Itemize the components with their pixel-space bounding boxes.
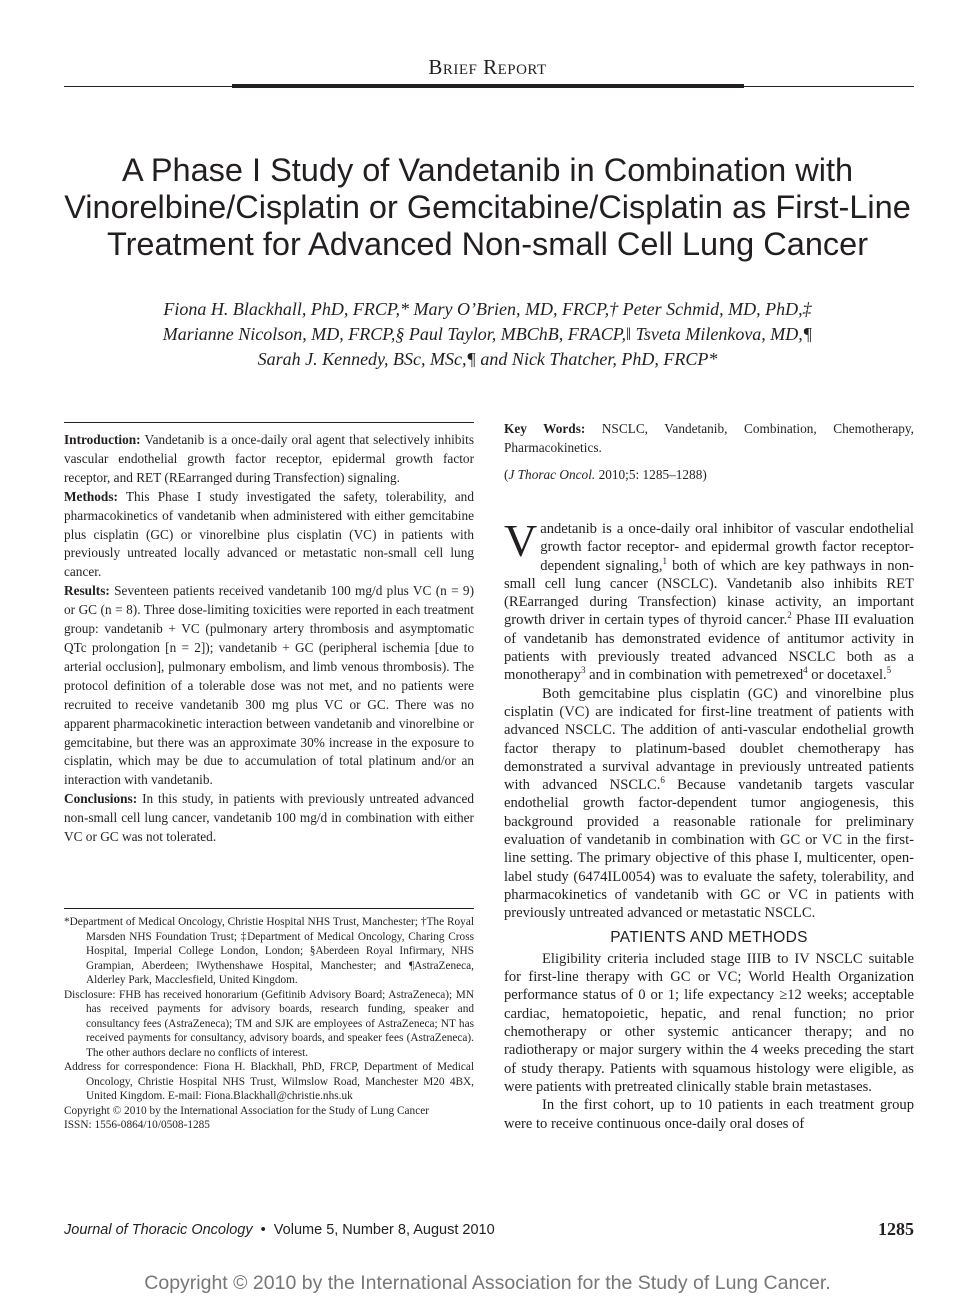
section-label: Brief Report <box>428 55 547 79</box>
drop-cap: V <box>504 515 538 566</box>
abstract <box>64 422 474 847</box>
keywords-block <box>504 420 914 485</box>
title-line: Treatment for Advanced Non-small Cell Lung Cancer <box>106 226 869 262</box>
keywords-label: Key Words: <box>504 421 586 436</box>
reference: 1 <box>662 555 668 566</box>
title-line: Vinorelbine/Cisplatin or Gemcitabine/Cisplatin as First-Line <box>64 189 911 225</box>
abstract-label: Results: <box>64 583 110 599</box>
footnotes <box>64 908 474 1133</box>
body-paragraph: Both gemcitabine plus cisplatin (GC) and vinorelbine plus cisplatin (VC) are indicated for first-line treatment of patients with advanced NSCLC. The addition of anti-vascular endothelial growth factor therapy to platinum-based doublet chemotherapy has demonstrated a survival advantage in previously untreated patients with advanced NSCLC.$^6$ Because vandetanib targets vascular endothelial growth factor-dependent tumor angiogenesis, this background provided a reasonable rationale for preliminary evaluation of vandetanib in combination with GC or VC in the first-line setting. The primary objective of this phase I, multicenter, open-label study (6474IL0054) was to evaluate the safety, tolerability, and pharmacokinetics of vandetanib with GC or VC in patients with previously untreated advanced or metastatic NSCLC. <box>504 685 915 922</box>
page-number: 1285 <box>878 1219 914 1239</box>
keywords: Key Words: NSCLC, Vandetanib, Combination, Chemotherapy, Pharmacokinetics. <box>504 421 914 455</box>
section-heading: PATIENTS AND METHODS <box>610 928 808 946</box>
author-line: Marianne Nicolson, MD, FRCP,§ Paul Taylor, MBChB, FRACP,‖ Tsveta Milenkova, MD,¶ <box>162 324 813 344</box>
abstract-methods: Methods: This Phase I study investigated the safety, tolerability, and pharmacokinetics of vandetanib when administered with either gemcitabine plus cisplatin (GC) or vinorelbine plus cisplatin (VC) in patients with previously untreated locally advanced or metastatic non-small cell lung cancer. <box>64 488 474 580</box>
reference: 4 <box>803 665 808 676</box>
author-line: Fiona H. Blackhall, PhD, FRCP,* Mary O’Brien, MD, FRCP,† Peter Schmid, MD, PhD,‡ <box>163 299 812 319</box>
copyright-note: Copyright © 2010 by the International Association for the Study of Lung Cancer <box>64 1104 429 1117</box>
issn: ISSN: 1556-0864/10/0508-1285 <box>64 1119 210 1131</box>
abstract-introduction: Introduction: Vandetanib is a once-daily oral agent that selectively inhibits vascular endothelial growth factor receptor, epidermal growth factor receptor, and RET (REarranged during Transfection) signaling. <box>64 432 474 485</box>
abstract-results: Results: Seventeen patients received vandetanib 100 mg/d plus VC (n = 9) or GC (n = 8). Three dose-limiting toxicities were reported in each treatment group: vandetanib + VC (pulmonary artery thrombosis and asymptomatic QTc prolongation [n = 2]); vandetanib + GC (peripheral ischemia [due to arterial occlusion], pulmonary embolism, and limb venous thrombosis). The protocol definition of a tolerable dose was not met, and no patients were recruited to receive vandetanib 300 mg plus VC or GC. There was no apparent pharmacokinetic interaction between vandetanib and vinorelbine or gemcitabine, but there was an approximate 30% increase in the exposure to cisplatin, which may be due to accumulation of total platinum and/or an interaction with vandetanib. <box>64 583 475 788</box>
header-rule-thick <box>232 84 744 88</box>
citation: (J Thorac Oncol. 2010;5: 1285–1288) <box>504 466 707 482</box>
title-line: A Phase I Study of Vandetanib in Combination with <box>121 152 854 188</box>
body-text <box>504 515 915 1133</box>
disclosure: Disclosure: FHB has received honorarium (Gefitinib Advisory Board; AstraZeneca); MN has received payments for advisory boards, research funding, speaker and consultancy fees (AstraZeneca); TM and SJK are employees of AstraZeneca; NT has received payments for consultancy, advisory boards, and speaker fees (AstraZeneca). The other authors declare no conflicts of interest. <box>64 988 474 1059</box>
copyright-banner: Copyright © 2010 by the International Association for the Study of Lung Cancer. <box>144 1272 831 1294</box>
body-paragraph: Vandetanib is a once-daily oral inhibitor of vascular endothelial growth factor receptor- and epidermal growth factor receptor-dependent signaling,$^1$ both of which are key pathways in non-small cell lung cancer (NSCLC). Vandetanib also inhibits RET (REarranged during Transfection) kinase activity, an important growth driver in certain types of thyroid cancer.$^2$ Phase III evaluation of vandetanib has demonstrated evidence of antitumor activity in patients with previously treated advanced NSCLC both as a monotherapy$^3$ and in combination with pemetrexed$^4$ or docetaxel.$^5$ <box>504 515 915 684</box>
reference: 2 <box>787 610 792 621</box>
abstract-conclusions: Conclusions: In this study, in patients with previously untreated advanced non-small cell lung cancer, vandetanib 100 mg/d in combination with either VC or GC was not tolerated. <box>64 791 474 845</box>
correspondence: Address for correspondence: Fiona H. Blackhall, PhD, FRCP, Department of Medical Oncology, Christie Hospital NHS Trust, Wilmslow Road, Manchester M20 4BX, United Kingdom. E-mail: Fiona.Blackhall@christie.nhs.uk <box>64 1061 474 1102</box>
reference: 6 <box>660 775 665 786</box>
article-title <box>30 152 945 263</box>
body-paragraph: In the first cohort, up to 10 patients in each treatment group were to receive continuous once-daily oral doses of <box>504 1097 914 1132</box>
affiliations: *Department of Medical Oncology, Christie Hospital NHS Trust, Manchester; †The Royal Marsden NHS Foundation Trust; ‡Department of Medical Oncology, Charing Cross Hospital, Imperial College London, London; §Aberdeen Royal Infirmary, NHS Grampian, Aberdeen; ‖Wythenshawe Hospital, Manchester; and ¶AstraZeneca, Alderley Park, Macclesfield, United Kingdom. <box>64 916 474 986</box>
body-paragraph: Eligibility criteria included stage IIIB to IV NSCLC suitable for first-line therapy with GC or VC; World Health Organization performance status of 0 or 1; life expectancy ≥12 weeks; acceptable cardiac, hematopoietic, hepatic, and renal function; no prior chemotherapy or other systemic anticancer therapy; and no radiotherapy or major surgery within the 4 weeks preceding the start of study therapy. Patients with squamous histology were eligible, as were patients with pretreated clinically stable brain metastases. <box>504 950 914 1095</box>
author-line: Sarah J. Kennedy, BSc, MSc,¶ and Nick Thatcher, PhD, FRCP* <box>257 349 718 369</box>
reference: 5 <box>886 665 892 676</box>
footer-journal: Journal of Thoracic Oncology • Volume 5, Number 8, August 2010 <box>64 1222 495 1238</box>
author-list <box>30 297 945 372</box>
abstract-label: Conclusions: <box>64 791 138 807</box>
reference: 3 <box>581 665 586 676</box>
abstract-label: Methods: <box>64 488 118 504</box>
abstract-label: Introduction: <box>64 432 141 447</box>
